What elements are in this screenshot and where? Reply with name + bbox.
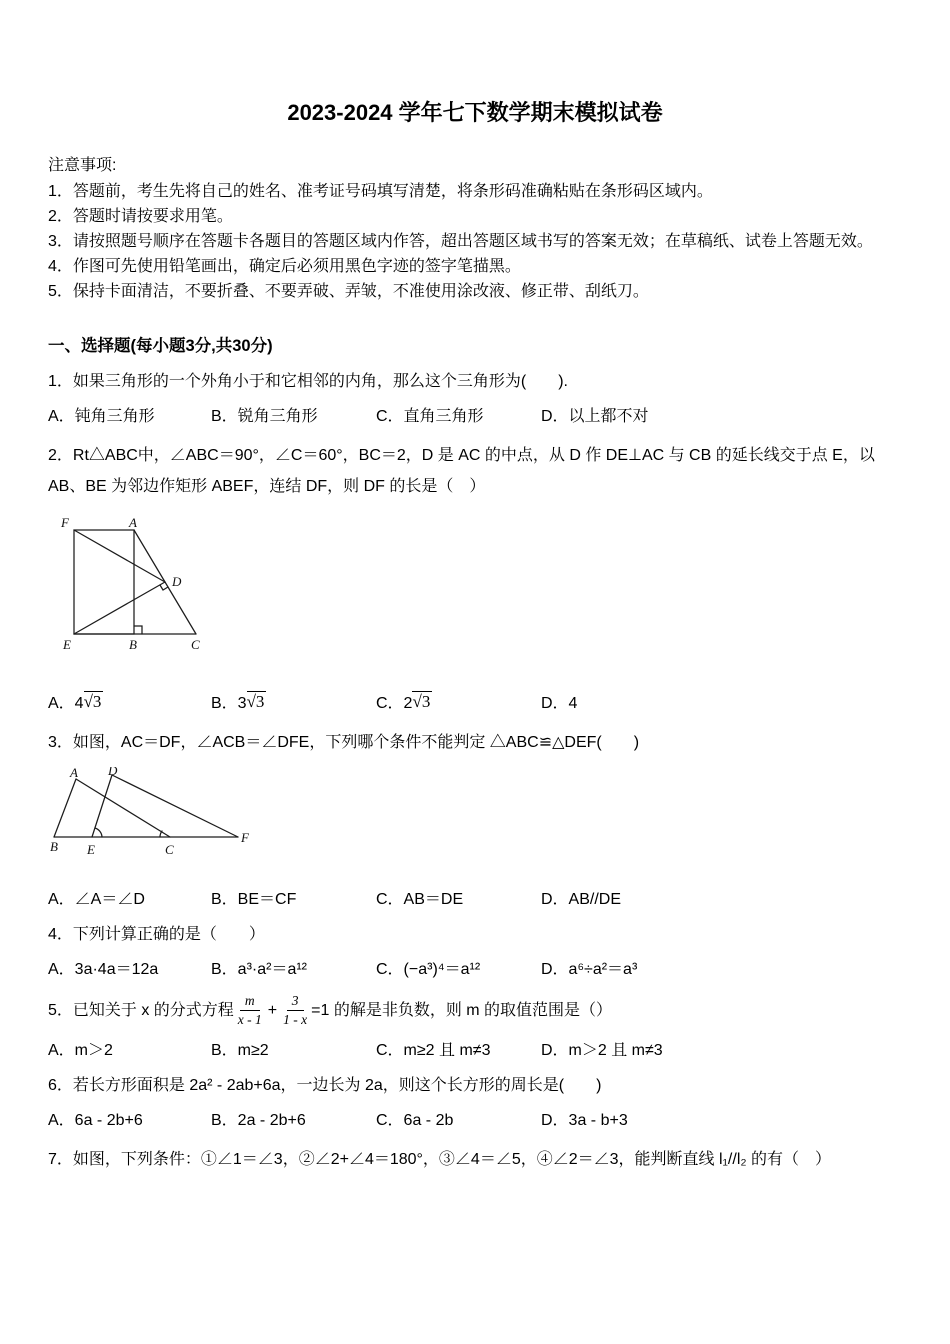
question-2-figure (56, 516, 236, 666)
question-2-line-1: 2．Rt△ABC中，∠ABC＝90°，∠C＝60°，BC＝2，D 是 AC 的中点，从 D 作 DE⊥AC 与 CB 的延长线交于点 E，以 (48, 447, 875, 464)
figure-label-a: A (129, 516, 137, 530)
notice-item-2: 2．答题时请按要求用笔。 (48, 208, 233, 225)
question-5-text-after: =1 的解是非负数，则 m 的取值范围是（） (311, 1001, 613, 1019)
fraction-numerator: m (240, 993, 260, 1011)
notice-list (48, 179, 902, 304)
question-2-option-c (376, 690, 541, 713)
question-5 (48, 993, 902, 1060)
fraction-numerator: 3 (287, 993, 304, 1011)
question-1-text: 1．如果三角形的一个外角小于和它相邻的内角，那么这个三角形为( ). (48, 373, 569, 390)
question-5-text (48, 993, 902, 1028)
question-1-options (48, 403, 902, 426)
question-1-option-d: D．以上都不对 (541, 408, 649, 425)
question-4-option-b: B．a³·a²＝a¹² (211, 961, 308, 978)
notice-item-1: 1．答题前，考生先将自己的姓名、准考证号码填写清楚，将条形码准确粘贴在条形码区域内。 (48, 183, 713, 200)
question-5-option-b: B．m≥2 (211, 1042, 269, 1060)
figure-label-e: E (87, 842, 95, 857)
question-4-option-c: C．(−a³)⁴＝a¹² (376, 961, 481, 978)
question-6-options (48, 1107, 902, 1130)
question-5-option-d: D．m＞2 且 m≠3 (541, 1042, 663, 1060)
figure-label-d: D (172, 574, 182, 589)
question-3 (48, 731, 902, 909)
question-1-option-c: C．直角三角形 (376, 408, 484, 425)
question-6-option-c: C．6a - 2b (376, 1112, 454, 1130)
sqrt-radical: √ 3 (412, 691, 432, 711)
option-text: A．4 (48, 695, 84, 712)
question-3-figure (50, 767, 250, 862)
question-4-text: 4．下列计算正确的是（ ） (48, 926, 265, 943)
question-4-option-a: A．3a·4a＝12a (48, 961, 159, 978)
question-4-option-d: D．a⁶÷a²＝a³ (541, 961, 638, 978)
question-5-option-c: C．m≥2 且 m≠3 (376, 1042, 491, 1060)
question-1-option-b: B．锐角三角形 (211, 408, 318, 425)
sqrt-radical: √ 3 (84, 691, 104, 711)
notice-item-5: 5．保持卡面清洁，不要折叠、不要弄破、弄皱，不准使用涂改液、修正带、刮纸刀。 (48, 283, 649, 300)
notice-header: 注意事项: (48, 157, 117, 174)
notice-item-3: 3．请按照题号顺序在答题卡各题目的答题区域内作答，超出答题区域书写的答案无效；在草稿纸、试卷上答题无效。 (48, 233, 873, 250)
question-6-option-a: A．6a - 2b+6 (48, 1112, 143, 1130)
question-6-option-d: D．3a - b+3 (541, 1112, 628, 1130)
fraction-denominator: x - 1 (237, 1012, 262, 1028)
question-5-option-a: A．m＞2 (48, 1042, 113, 1060)
figure-label-f: F (61, 516, 69, 530)
figure-label-e: E (63, 637, 71, 652)
figure-label-c: C (191, 637, 200, 652)
fraction-1 (238, 993, 262, 1028)
question-2-line-2: AB、BE 为邻边作矩形 ABEF，连结 DF，则 DF 的长是（ ） (48, 478, 486, 495)
option-text: D．4 (541, 695, 578, 712)
question-2-option-d (541, 690, 902, 713)
question-6 (48, 1074, 902, 1130)
question-4 (48, 923, 902, 979)
figure-label-b: B (129, 637, 137, 652)
option-text: C．2 (376, 695, 413, 712)
question-2 (48, 440, 902, 713)
sqrt-radical: √ 3 (247, 691, 267, 711)
fraction-denominator: 1 - x (283, 1012, 308, 1028)
fraction-2 (283, 993, 307, 1028)
question-2-option-b (211, 690, 376, 713)
question-3-options (48, 886, 902, 909)
question-6-option-b: B．2a - 2b+6 (211, 1112, 306, 1130)
question-5-text-before: 5．已知关于 x 的分式方程 (48, 1001, 234, 1019)
question-3-option-c: C．AB＝DE (376, 891, 464, 908)
section-1-header: 一、选择题(每小题3分,共30分) (48, 337, 273, 355)
figure-label-b: B (50, 839, 58, 854)
question-1 (48, 370, 902, 426)
question-3-text: 3．如图，AC＝DF，∠ACB＝∠DFE，下列哪个条件不能判定 △ABC≌△DEF( ) (48, 734, 640, 751)
question-3-option-d: D．AB//DE (541, 891, 622, 908)
question-3-option-b: B．BE＝CF (211, 891, 297, 908)
figure-geometry (54, 775, 238, 837)
question-7-text: 7．如图，下列条件：①∠1＝∠3，②∠2+∠4＝180°，③∠4＝∠5，④∠2＝∠3，能判断直线 l₁//l₂ 的有（ ） (48, 1151, 832, 1169)
question-2-text (48, 440, 902, 502)
question-2-options (48, 690, 902, 713)
question-7 (48, 1148, 902, 1172)
notice-item-4: 4．作图可先使用铅笔画出，确定后必须用黑色字迹的签字笔描黑。 (48, 258, 521, 275)
question-6-text: 6．若长方形面积是 2a² - 2ab+6a，一边长为 2a，则这个长方形的周长是( ) (48, 1077, 602, 1095)
question-5-options (48, 1037, 902, 1060)
option-text: B．3 (211, 695, 247, 712)
question-3-option-a: A．∠A＝∠D (48, 891, 145, 908)
question-4-options (48, 956, 902, 979)
figure-label-d: D (108, 767, 118, 778)
figure-label-a: A (70, 767, 78, 780)
figure-label-f: F (241, 830, 249, 845)
question-1-option-a: A．钝角三角形 (48, 408, 155, 425)
question-2-option-a (48, 690, 211, 713)
page-title: 2023-2024 学年七下数学期末模拟试卷 (287, 100, 663, 125)
figure-label-c: C (165, 842, 174, 857)
plus-sign: + (267, 1001, 278, 1019)
